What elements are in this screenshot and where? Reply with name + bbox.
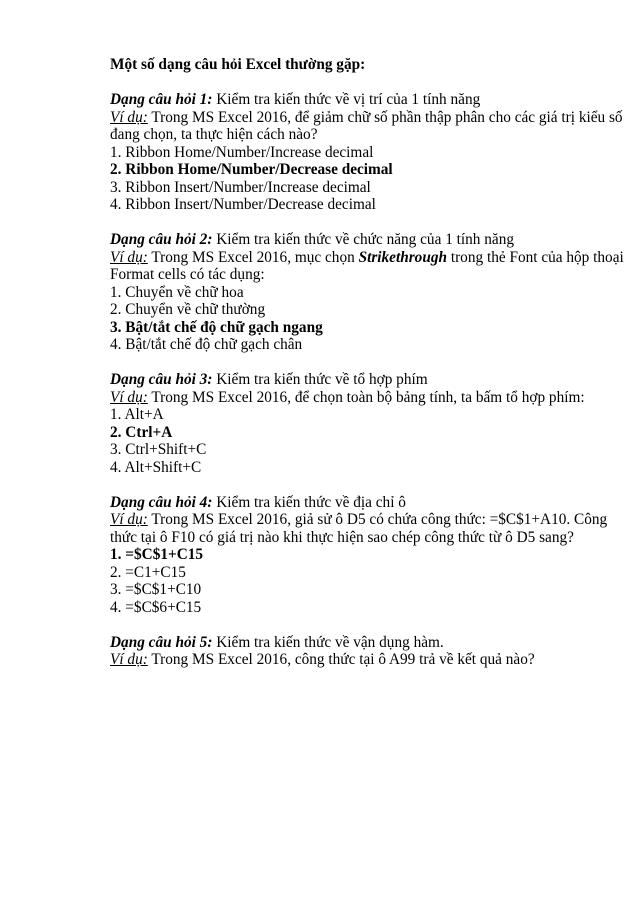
spacer [110,214,630,232]
question-type-topic: Kiểm tra kiến thức về địa chỉ ô [212,493,406,511]
example-emphasis: Strikethrough [358,248,447,266]
spacer [110,616,630,634]
answer-option: 4. Bật/tắt chế độ chữ gạch chân [110,336,303,353]
answer-option-correct: 3. Bật/tắt chế độ chữ gạch ngang [110,318,323,336]
example-paragraph [110,109,630,144]
example-paragraph [110,511,630,546]
answer-option-correct: 1. =$C$1+C15 [110,546,204,563]
question-type-label: Dạng câu hỏi 1: [110,91,213,108]
answer-option: 4. Alt+Shift+C [110,458,202,476]
spacer [110,476,630,494]
answer-option: 2. Chuyển về chữ thường [110,301,266,318]
example-label: Ví dụ: [110,388,148,406]
example-text: Trong MS Excel 2016, công thức tại ô A99 trả về kết quả nào? [147,651,535,668]
example-text: trong thẻ Font của hộp thoại Format cells có tác dụng: [110,248,624,283]
document-page [110,56,630,669]
question-type-label: Dạng câu hỏi 5: [110,633,213,651]
spacer [110,74,630,92]
question-type-4 [110,494,630,617]
answer-option: 1. Alt+A [110,406,164,423]
answer-option: 3. =$C$1+C10 [110,581,202,598]
question-type-label: Dạng câu hỏi 3: [110,371,213,388]
answer-option: 3. Ribbon Insert/Number/Increase decimal [110,178,371,196]
answer-option: 1. Chuyển về chữ hoa [110,283,244,301]
example-label: Ví dụ: [110,651,148,668]
answer-option: 3. Ctrl+Shift+C [110,441,207,458]
answer-option-correct: 2. Ctrl+A [110,423,173,441]
example-label: Ví dụ: [110,108,148,126]
example-text: Trong MS Excel 2016, để chọn toàn bộ bảng tính, ta bấm tổ hợp phím: [147,388,585,406]
answer-option: 2. =C1+C15 [110,563,186,581]
example-text: Trong MS Excel 2016, để giảm chữ số phần thập phân cho các giá trị kiểu số đang chọn, ta thực hiện cách nào? [110,108,623,143]
example-paragraph [110,389,630,407]
example-paragraph [110,651,630,669]
document-heading: Một số dạng câu hỏi Excel thường gặp: [110,56,366,73]
example-text: Trong MS Excel 2016, mục chọn [147,248,359,266]
question-type-label: Dạng câu hỏi 2: [110,231,213,248]
question-type-title [110,91,630,109]
answer-option: 4. Ribbon Insert/Number/Decrease decimal [110,196,376,213]
question-type-1 [110,91,630,214]
example-paragraph [110,249,630,284]
answer-option: 1. Ribbon Home/Number/Increase decimal [110,143,374,161]
example-text: Trong MS Excel 2016, giả sử ô D5 có chứa công thức: =$C$1+A10. Công thức tại ô F10 có giá trị nào khi thực hiện sao chép công thức từ ô D5 sang? [110,511,608,546]
question-type-5 [110,634,630,669]
spacer [110,354,630,372]
question-type-title [110,371,630,389]
question-type-title [110,634,630,652]
example-label: Ví dụ: [110,248,148,266]
question-type-topic: Kiểm tra kiến thức về tổ hợp phím [212,371,428,388]
answer-option-correct: 2. Ribbon Home/Number/Decrease decimal [110,161,393,178]
question-type-title [110,494,630,512]
question-type-2 [110,231,630,354]
question-type-topic: Kiểm tra kiến thức về vận dụng hàm. [212,633,444,651]
question-type-label: Dạng câu hỏi 4: [110,493,213,511]
question-type-topic: Kiểm tra kiến thức về vị trí của 1 tính năng [212,91,481,108]
question-type-title [110,231,630,249]
example-label: Ví dụ: [110,511,148,528]
question-type-topic: Kiểm tra kiến thức về chức năng của 1 tính năng [212,231,515,248]
answer-option: 4. =$C$6+C15 [110,598,202,616]
question-type-3 [110,371,630,476]
